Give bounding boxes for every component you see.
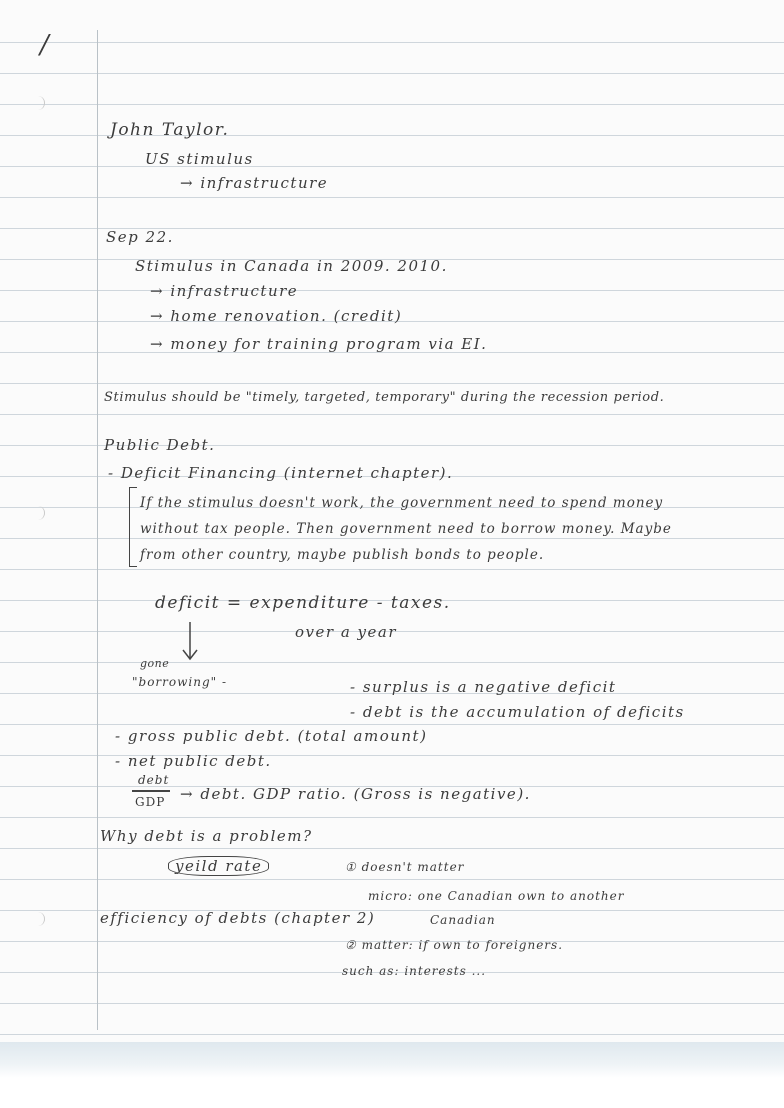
note-line: → infrastructure	[180, 174, 329, 192]
margin-line	[97, 30, 98, 1030]
note-paragraph-line: from other country, maybe publish bonds to people.	[140, 547, 545, 563]
note-line: Stimulus should be "timely, targeted, temporary" during the recession period.	[104, 390, 665, 405]
note-annotation: "borrowing" -	[132, 675, 228, 689]
note-line: → money for training program via EI.	[150, 335, 488, 353]
note-line: - gross public debt. (total amount)	[115, 727, 428, 745]
fraction-numerator: debt	[138, 773, 170, 787]
punch-hole-mark	[22, 96, 45, 110]
punch-hole-mark	[22, 912, 45, 926]
note-line: - Deficit Financing (internet chapter).	[108, 464, 454, 482]
note-line: - debt is the accumulation of deficits	[350, 703, 685, 721]
note-line: ② matter: if own to foreigners.	[345, 938, 564, 952]
circled-note	[168, 857, 269, 875]
note-heading: Public Debt.	[104, 436, 216, 454]
note-line: such as: interests ...	[342, 964, 487, 978]
note-line: US stimulus	[145, 150, 254, 168]
note-line: efficiency of debts (chapter 2)	[100, 909, 376, 927]
note-annotation: gone	[140, 657, 170, 670]
circled-text: yeild rate	[168, 856, 269, 876]
note-line: Stimulus in Canada in 2009. 2010.	[135, 257, 448, 275]
deficit-equation: deficit = expenditure - taxes.	[155, 593, 451, 613]
note-line: → home renovation. (credit)	[150, 307, 403, 325]
note-date: Sep 22.	[106, 228, 174, 246]
note-line: micro: one Canadian own to another	[368, 889, 625, 903]
note-line: - surplus is a negative deficit	[350, 678, 617, 696]
note-line: over a year	[295, 623, 397, 641]
fraction-bar	[132, 790, 170, 792]
corner-mark: /	[40, 30, 51, 60]
note-line: → infrastructure	[150, 282, 299, 300]
down-arrow-icon	[180, 620, 200, 662]
punch-hole-mark	[22, 506, 45, 520]
note-line: ① doesn't matter	[345, 860, 465, 874]
note-line: → debt. GDP ratio. (Gross is negative).	[180, 785, 531, 803]
note-line: Canadian	[430, 913, 496, 927]
scan-edge	[0, 1042, 784, 1078]
note-heading: Why debt is a problem?	[100, 827, 313, 845]
note-paragraph-line: without tax people. Then government need to borrow money. Maybe	[140, 521, 672, 537]
fraction-denominator: GDP	[135, 795, 166, 809]
note-heading-name: John Taylor.	[110, 120, 230, 140]
note-paragraph-line: If the stimulus doesn't work, the government need to spend money	[140, 495, 664, 511]
note-line: - net public debt.	[115, 752, 272, 770]
paragraph-bracket	[129, 487, 137, 567]
